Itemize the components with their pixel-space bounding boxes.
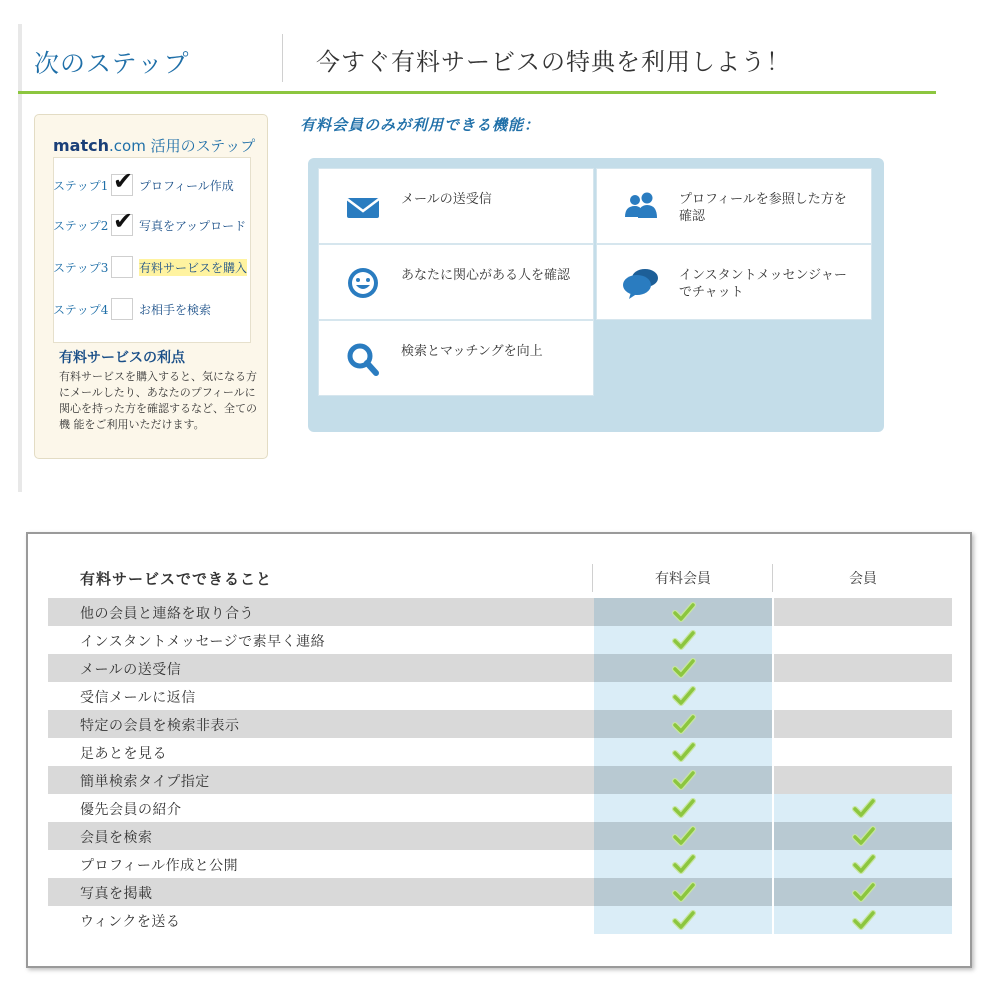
table-header-paid: 有料会員	[655, 571, 711, 587]
features-panel	[308, 158, 884, 432]
step-label: ステップ3	[53, 260, 109, 275]
checkmark-icon	[672, 601, 696, 623]
steps-box	[34, 114, 268, 459]
checkmark-icon: ✔	[113, 167, 134, 195]
panel-edge	[18, 24, 22, 492]
table-row	[48, 598, 952, 626]
header	[18, 24, 936, 94]
checkmark-icon	[672, 685, 696, 707]
step-link[interactable]: 有料サービスを購入	[139, 260, 248, 275]
step-checkbox	[111, 256, 133, 278]
magnifier-icon	[343, 341, 383, 377]
features-title: 有料会員のみが利用できる機能：	[300, 116, 541, 134]
table-row	[48, 710, 952, 738]
step-row-3	[53, 255, 283, 279]
checkmark-icon	[672, 825, 696, 847]
paid-cell	[594, 626, 772, 654]
step-label: ステップ4	[53, 302, 109, 317]
step-checkbox	[111, 207, 134, 236]
member-cell	[774, 822, 952, 850]
member-cell	[774, 794, 952, 822]
checkmark-icon	[672, 909, 696, 931]
step-label: ステップ2	[53, 218, 109, 233]
checkmark-icon	[672, 881, 696, 903]
step-row-2	[53, 207, 283, 237]
brand-suffix: .com	[109, 137, 146, 155]
brand-logo: match	[53, 136, 109, 155]
checkmark-icon	[672, 713, 696, 735]
step-row-4	[53, 297, 283, 321]
step-checkbox	[111, 298, 133, 320]
page-title: 次のステップ	[34, 49, 190, 78]
member-cell	[774, 738, 952, 766]
table-row	[48, 906, 952, 934]
feature-label: 簡単検索タイプ指定	[80, 774, 210, 790]
feature-cell-interest	[318, 244, 594, 320]
header-divider	[282, 34, 283, 82]
feature-cell	[48, 626, 594, 654]
comparison-table	[26, 532, 972, 968]
steps-heading-text: 活用のステップ	[150, 137, 256, 155]
step-row-1	[53, 167, 283, 197]
feature-text: メールの送受信	[401, 192, 492, 207]
table-row	[48, 878, 952, 906]
feature-cell-mail	[318, 168, 594, 244]
paid-cell	[594, 850, 772, 878]
paid-cell	[594, 794, 772, 822]
paid-cell	[594, 766, 772, 794]
feature-cell	[48, 710, 594, 738]
paid-cell	[594, 598, 772, 626]
benefit-body: 有料サービスを購入すると、気になる方にメールしたり、あなたのプフィールに関心を持った方を確認するなど、全ての機 能をご利用いただけます。	[59, 370, 257, 431]
feature-label: 足あとを見る	[80, 746, 167, 762]
feature-cell	[48, 822, 594, 850]
people-icon	[621, 189, 661, 225]
paid-cell	[594, 682, 772, 710]
feature-cell-search	[318, 320, 594, 396]
feature-label: 優先会員の紹介	[80, 802, 182, 818]
step-label: ステップ1	[53, 178, 109, 193]
checkmark-icon	[672, 629, 696, 651]
step-link[interactable]: お相手を検索	[139, 302, 212, 317]
feature-label: メールの送受信	[80, 662, 182, 678]
feature-cell	[48, 766, 594, 794]
checkmark-icon	[672, 741, 696, 763]
member-cell	[774, 710, 952, 738]
feature-cell	[48, 878, 594, 906]
feature-cell-chat	[596, 244, 872, 320]
paid-cell	[594, 906, 772, 934]
checkmark-icon	[852, 797, 876, 819]
feature-label: インスタントメッセージで素早く連絡	[80, 634, 326, 650]
member-cell	[774, 626, 952, 654]
paid-cell	[594, 822, 772, 850]
paid-cell	[594, 654, 772, 682]
table-row	[48, 738, 952, 766]
feature-cell	[48, 850, 594, 878]
feature-text: あなたに関心がある人を確認	[401, 268, 571, 283]
checkmark-icon	[852, 881, 876, 903]
feature-label: 会員を検索	[80, 830, 153, 846]
checkmark-icon	[672, 797, 696, 819]
feature-cell	[48, 682, 594, 710]
page-subtitle: 今すぐ有料サービスの特典を利用しよう！	[316, 48, 791, 76]
member-cell	[774, 682, 952, 710]
feature-cell	[48, 906, 594, 934]
header-divider	[772, 564, 773, 592]
checkmark-icon	[672, 853, 696, 875]
paid-cell	[594, 710, 772, 738]
step-checkbox	[111, 167, 134, 196]
feature-label: 特定の会員を検索非表示	[80, 718, 240, 734]
smiley-icon	[343, 265, 383, 301]
paid-cell	[594, 738, 772, 766]
table-header-free: 会員	[849, 571, 877, 587]
step-link[interactable]: 写真をアップロード	[139, 218, 247, 233]
envelope-icon	[343, 189, 383, 225]
feature-text: 検索とマッチングを向上	[401, 344, 543, 359]
paid-cell	[594, 878, 772, 906]
feature-label: 写真を掲載	[80, 886, 153, 902]
checkmark-icon	[852, 825, 876, 847]
feature-label: 他の会員と連絡を取り合う	[80, 606, 254, 622]
table-row	[48, 766, 952, 794]
table-header-feature: 有料サービスでできること	[80, 570, 273, 588]
feature-label: 受信メールに返信	[80, 690, 196, 706]
table-row	[48, 794, 952, 822]
member-cell	[774, 766, 952, 794]
table-row	[48, 626, 952, 654]
member-cell	[774, 878, 952, 906]
steps-heading	[53, 135, 255, 156]
benefit-title: 有料サービスの利点	[59, 350, 185, 366]
member-cell	[774, 850, 952, 878]
member-cell	[774, 654, 952, 682]
feature-cell	[48, 654, 594, 682]
table-row	[48, 682, 952, 710]
table-row	[48, 850, 952, 878]
table-row	[48, 822, 952, 850]
table-row	[48, 654, 952, 682]
checkmark-icon	[672, 657, 696, 679]
feature-label: ウィンクを送る	[80, 914, 181, 930]
feature-label: プロフィール作成と公開	[80, 858, 239, 874]
feature-cell	[48, 598, 594, 626]
checkmark-icon	[852, 909, 876, 931]
next-steps-panel	[18, 24, 980, 492]
checkmark-icon: ✔	[113, 207, 134, 235]
feature-cell-viewers	[596, 168, 872, 244]
checkmark-icon	[852, 853, 876, 875]
member-cell	[774, 598, 952, 626]
member-cell	[774, 906, 952, 934]
step-link[interactable]: プロフィール作成	[139, 178, 234, 193]
header-divider	[592, 564, 593, 592]
feature-text: プロフィールを参照した方を確認	[679, 192, 847, 224]
chat-bubbles-icon	[621, 265, 661, 301]
checkmark-icon	[672, 769, 696, 791]
feature-text: インスタントメッセンジャーでチャット	[679, 268, 847, 300]
feature-cell	[48, 794, 594, 822]
feature-cell	[48, 738, 594, 766]
